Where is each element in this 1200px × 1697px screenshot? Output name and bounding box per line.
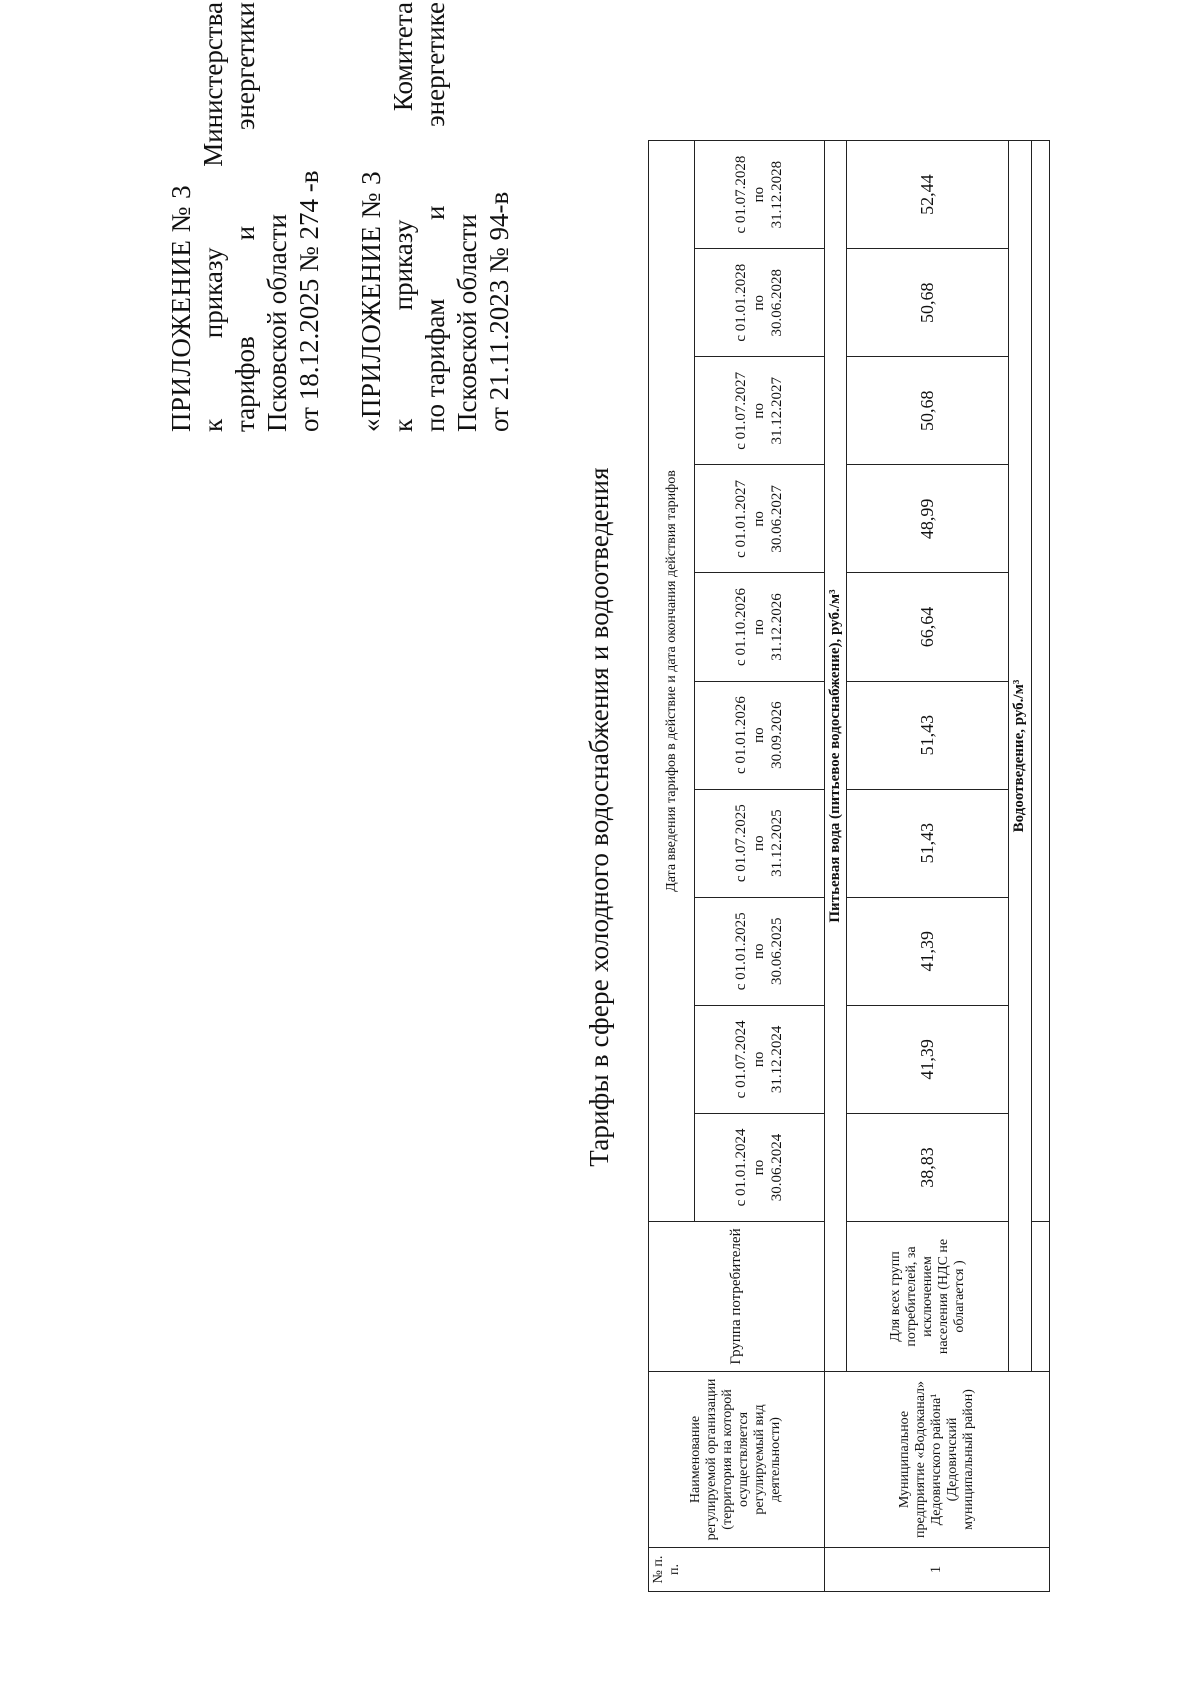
tariff-value: 66,64 bbox=[847, 573, 1009, 681]
previous-approval-order-number: от 21.11.2023 № 94-в bbox=[484, 191, 514, 432]
row-number: 1 bbox=[824, 1548, 1049, 1592]
period-header: с 01.01.2026 по 30.09.2026 bbox=[695, 681, 825, 789]
tariff-value: 48,99 bbox=[847, 465, 1009, 573]
approval-order-number: от 18.12.2025 № 274 -в bbox=[294, 170, 324, 432]
tariff-value: 41,39 bbox=[847, 897, 1009, 1005]
previous-appendix-title: «ПРИЛОЖЕНИЕ № 3 bbox=[356, 170, 386, 432]
previous-approval-region: Псковской области bbox=[452, 213, 482, 432]
period-header: с 01.01.2028 по 30.06.2028 bbox=[695, 249, 825, 357]
period-header: с 01.07.2025 по 31.12.2025 bbox=[695, 789, 825, 897]
appendix-title: ПРИЛОЖЕНИЕ № 3 bbox=[166, 184, 196, 432]
period-header: с 01.07.2028 по 31.12.2028 bbox=[695, 141, 825, 249]
approval-line: к приказу Министерства bbox=[198, 2, 228, 432]
period-header: с 01.10.2026 по 31.12.2026 bbox=[695, 573, 825, 681]
tariff-value: 50,68 bbox=[847, 357, 1009, 465]
tariff-table bbox=[648, 140, 1050, 1592]
period-header: с 01.01.2027 по 30.06.2027 bbox=[695, 465, 825, 573]
header-number: № п. п. bbox=[649, 1548, 825, 1592]
document-title: Тарифы в сфере холодного водоснабжения и водоотведения bbox=[584, 467, 614, 1167]
tariff-value: 52,44 bbox=[847, 141, 1009, 249]
approval-line: к приказу Комитета bbox=[388, 2, 418, 432]
tariff-value: 41,39 bbox=[847, 1005, 1009, 1113]
header-tariff-dates: Дата введения тарифов в действие и дата окончания действия тарифов bbox=[649, 141, 695, 1222]
approval-line: по тарифам и энергетике bbox=[420, 2, 450, 432]
consumer-group: Для всех групп потребителей, за исключением населения (НДС не облагается ) bbox=[847, 1222, 1009, 1372]
approval-block bbox=[165, 2, 515, 432]
tariff-value: 38,83 bbox=[847, 1113, 1009, 1221]
approval-region: Псковской области bbox=[262, 213, 292, 432]
period-header: с 01.01.2025 по 30.06.2025 bbox=[695, 897, 825, 1005]
tariff-value: 51,43 bbox=[847, 681, 1009, 789]
period-header: с 01.07.2027 по 31.12.2027 bbox=[695, 357, 825, 465]
section-sewerage: Водоотведение, руб./м³ bbox=[1009, 141, 1032, 1372]
header-organization: Наименование регулируемой организации (территория на которой осуществляется регулируемый вид деятельности) bbox=[649, 1372, 825, 1548]
header-consumer-group: Группа потребителей bbox=[649, 1222, 825, 1372]
tariff-value: 50,68 bbox=[847, 249, 1009, 357]
tariff-value: 51,43 bbox=[847, 789, 1009, 897]
approval-line: тарифов и энергетики bbox=[230, 2, 260, 432]
organization-name: Муниципальное предприятие «Водоканал» Дедовичского района¹ (Дедовичский муниципальный район) bbox=[824, 1372, 1049, 1548]
period-header: с 01.07.2024 по 31.12.2024 bbox=[695, 1005, 825, 1113]
table-header-row bbox=[649, 141, 695, 1592]
section-row-water bbox=[824, 141, 847, 1592]
section-drinking-water: Питьевая вода (питьевое водоснабжение), руб./м³ bbox=[824, 141, 847, 1372]
period-header: с 01.01.2024 по 30.06.2024 bbox=[695, 1113, 825, 1221]
